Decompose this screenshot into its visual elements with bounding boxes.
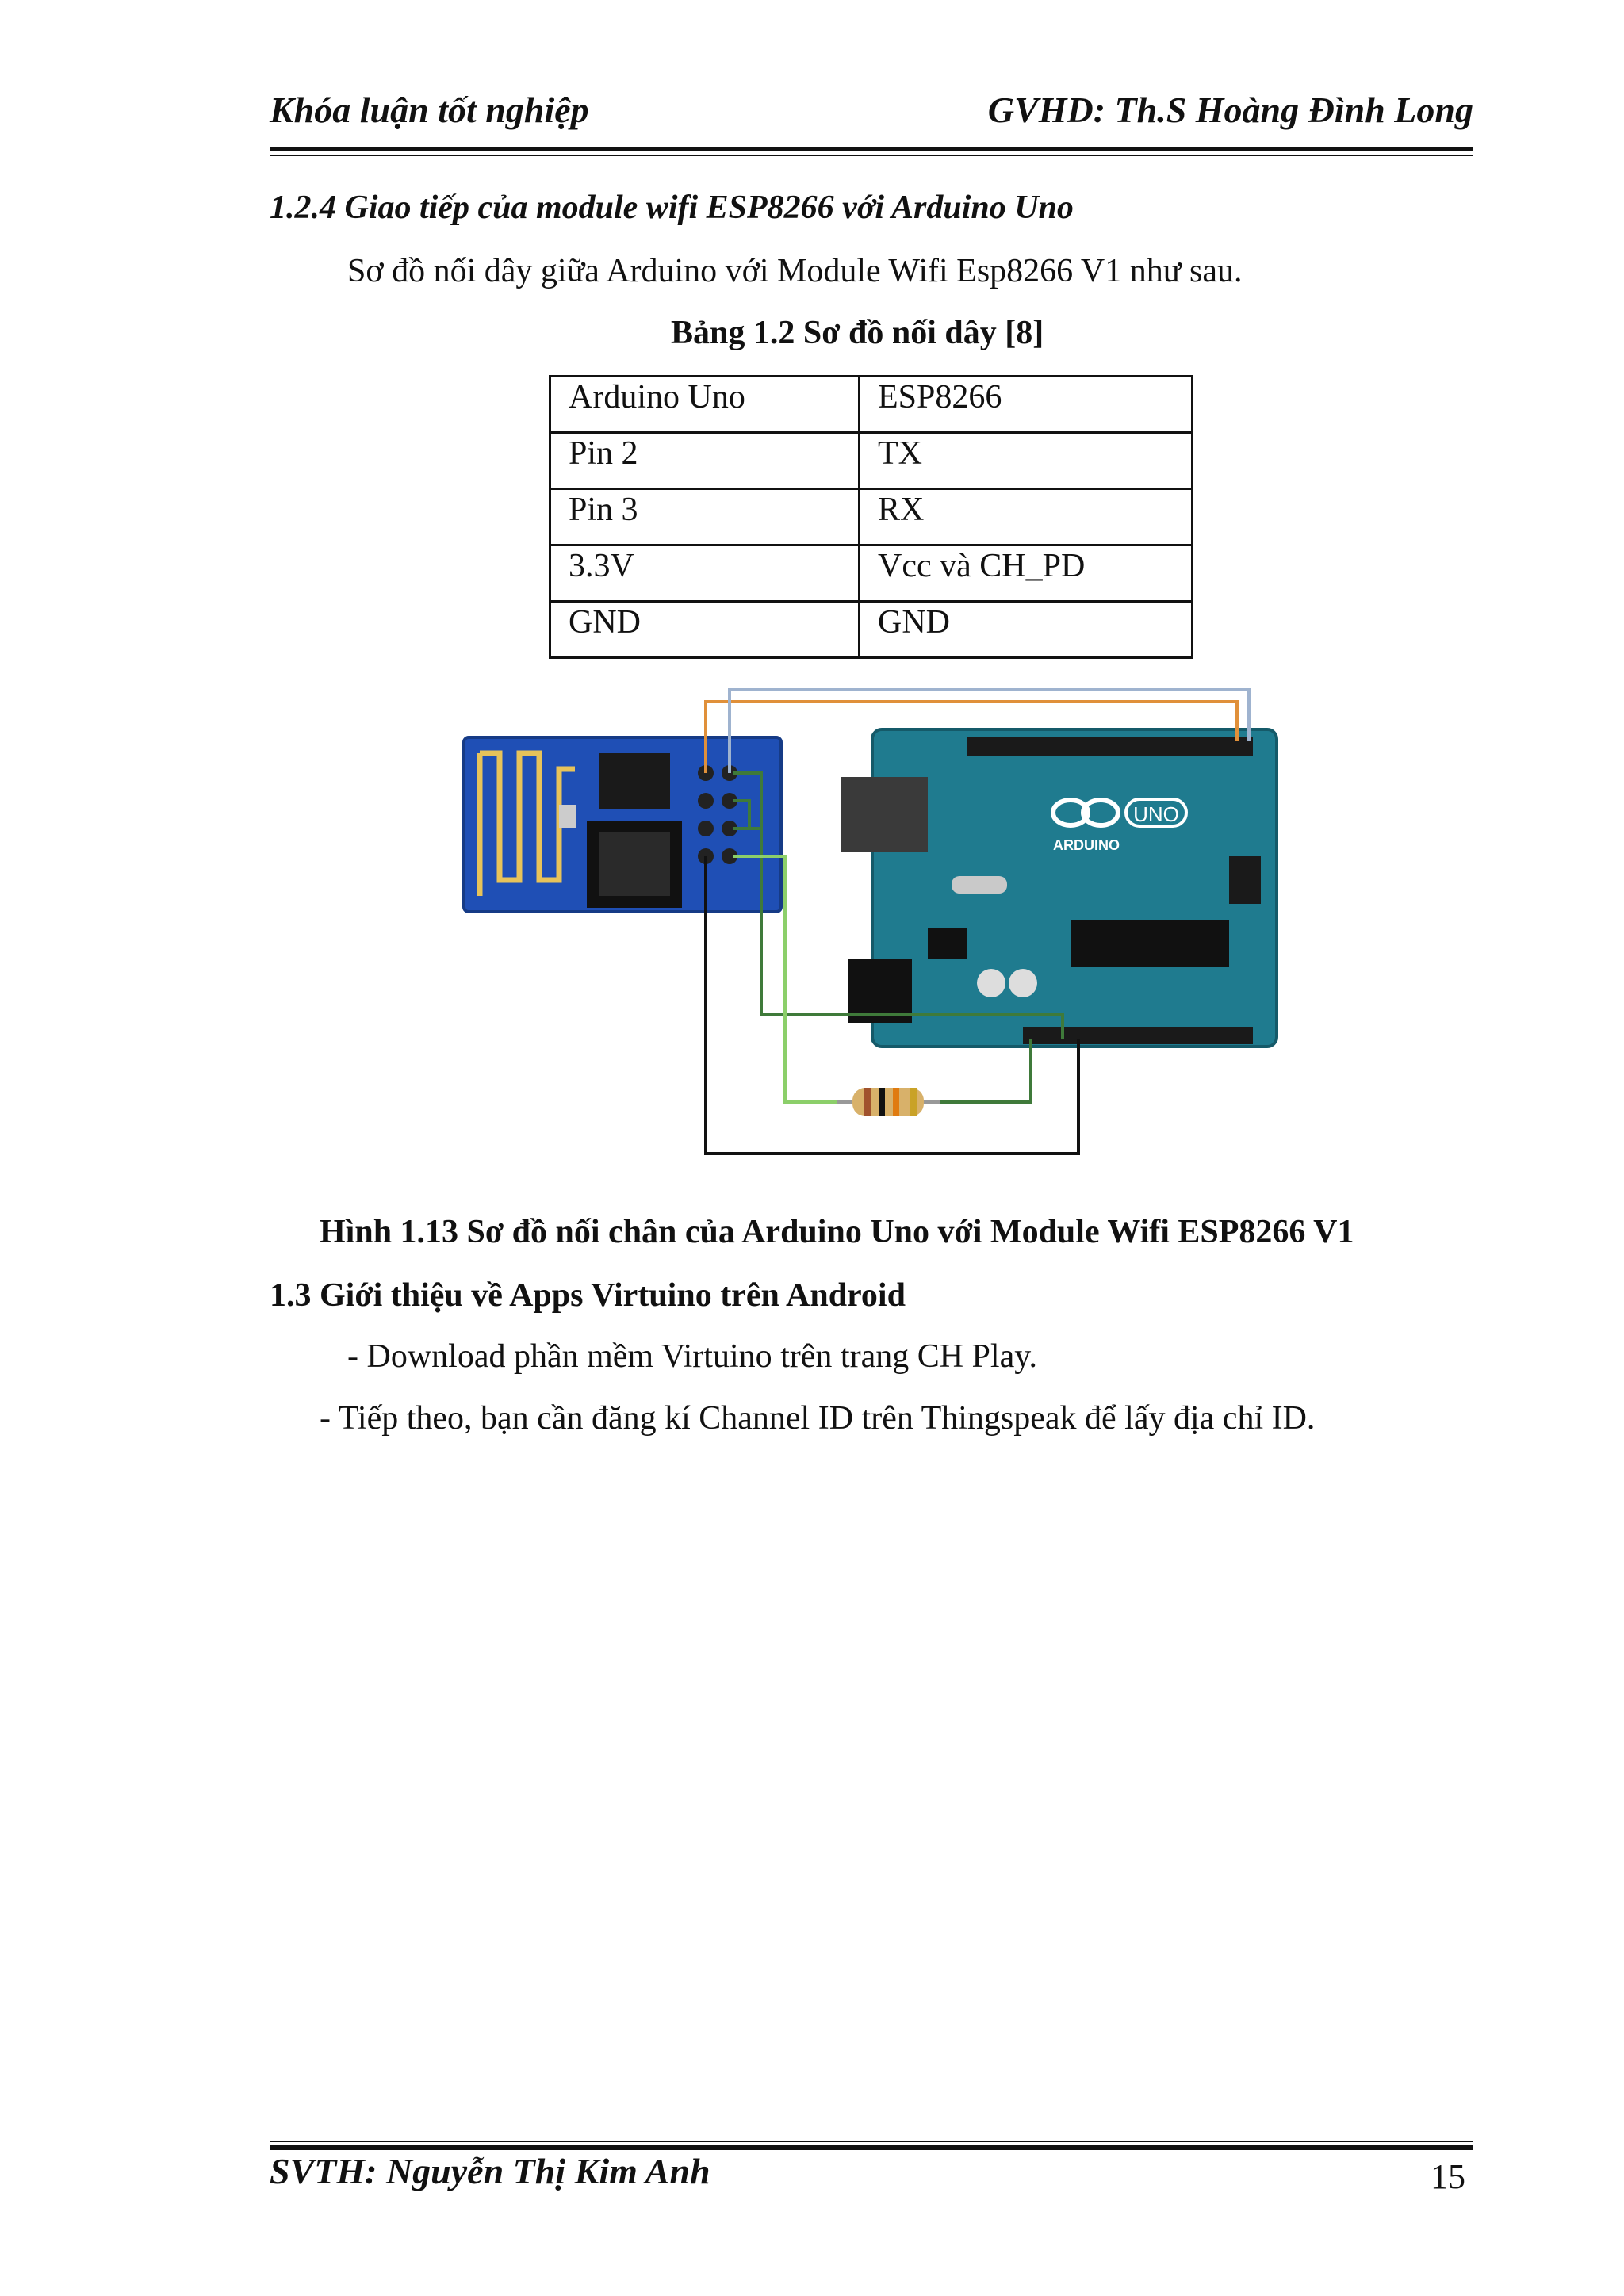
board-name-text: ARDUINO bbox=[1053, 837, 1120, 853]
table-cell: Vcc và CH_PD bbox=[860, 545, 1193, 602]
wiring-table bbox=[549, 375, 1193, 659]
list-item: - Download phần mềm Virtuino trên trang CH Play. bbox=[347, 1338, 1038, 1375]
header-left: Khóa luận tốt nghiệp bbox=[270, 90, 589, 130]
table-cell: Pin 2 bbox=[550, 433, 860, 489]
intro-paragraph: Sơ đồ nối dây giữa Arduino với Module Wifi Esp8266 V1 như sau. bbox=[347, 253, 1243, 289]
footer-author: SVTH: Nguyễn Thị Kim Anh bbox=[270, 2151, 710, 2191]
table-cell: Arduino Uno bbox=[550, 377, 860, 433]
resistor bbox=[837, 1088, 940, 1116]
header-rule-thin bbox=[270, 155, 1473, 156]
header-right: GVHD: Th.S Hoàng Đình Long bbox=[987, 90, 1473, 130]
page-number: 15 bbox=[1431, 2157, 1465, 2196]
table-cell: RX bbox=[860, 489, 1193, 545]
table-cell: ESP8266 bbox=[860, 377, 1193, 433]
footer-rule-thin bbox=[270, 2141, 1473, 2142]
table-row bbox=[550, 489, 1193, 545]
section-heading-1-3: 1.3 Giới thiệu về Apps Virtuino trên Android bbox=[270, 1277, 906, 1314]
table-cell: 3.3V bbox=[550, 545, 860, 602]
table-cell: TX bbox=[860, 433, 1193, 489]
wiring-diagram bbox=[444, 666, 1316, 1173]
list-item: - Tiếp theo, bạn cần đăng kí Channel ID trên Thingspeak để lấy địa chỉ ID. bbox=[320, 1400, 1316, 1437]
table-cell: Pin 3 bbox=[550, 489, 860, 545]
table-row bbox=[550, 433, 1193, 489]
table-row bbox=[550, 602, 1193, 658]
esp8266-module bbox=[464, 737, 781, 912]
board-logo-text: UNO bbox=[1133, 802, 1179, 826]
table-row bbox=[550, 377, 1193, 433]
figure-caption: Hình 1.13 Sơ đồ nối chân của Arduino Uno với Module Wifi ESP8266 V1 bbox=[320, 1214, 1354, 1250]
table-cell: GND bbox=[550, 602, 860, 658]
arduino-uno-board bbox=[841, 729, 1277, 1047]
table-row bbox=[550, 545, 1193, 602]
header-rule-thick bbox=[270, 147, 1473, 151]
section-heading-1-2-4: 1.2.4 Giao tiếp của module wifi ESP8266 với Arduino Uno bbox=[270, 189, 1074, 226]
table-caption: Bảng 1.2 Sơ đồ nối dây [8] bbox=[671, 315, 1044, 351]
table-cell: GND bbox=[860, 602, 1193, 658]
